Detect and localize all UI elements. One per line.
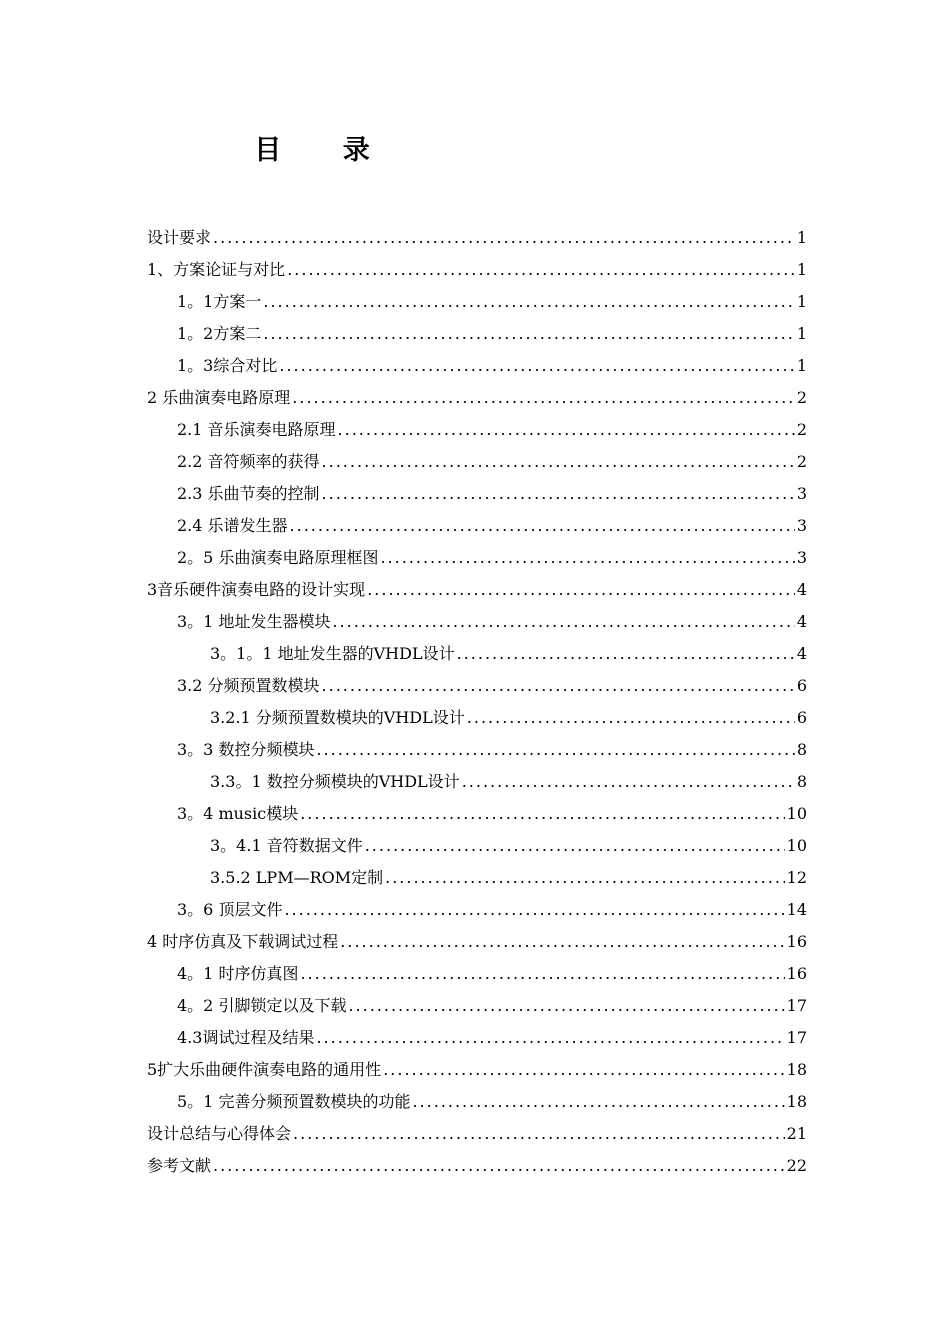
page-title: 目 录 xyxy=(254,135,396,166)
toc-entry-page-number: 1 xyxy=(796,356,807,375)
toc-entry-title: 3。4.1 音符数据文件 xyxy=(210,836,363,855)
toc-dot-leader xyxy=(332,606,794,638)
toc-dot-leader xyxy=(322,446,795,478)
toc-entry-page-number: 10 xyxy=(786,804,807,823)
toc-dot-leader xyxy=(284,894,784,926)
toc-dot-leader xyxy=(348,990,784,1022)
toc-entry-page-number: 17 xyxy=(786,996,807,1015)
toc-entry-title: 1。2方案二 xyxy=(177,324,262,343)
toc-entry-title: 3.2 分频预置数模块 xyxy=(177,676,320,695)
toc-entry-page-number: 12 xyxy=(786,868,807,887)
toc-entry-page-number: 14 xyxy=(786,900,807,919)
toc-entry-title: 1。3综合对比 xyxy=(177,356,278,375)
toc-entry-page-number: 10 xyxy=(786,836,807,855)
toc-dot-leader xyxy=(300,958,784,990)
toc-entry-page-number: 22 xyxy=(786,1156,807,1175)
toc-entry[interactable] xyxy=(147,414,807,446)
toc-entry[interactable] xyxy=(147,574,807,606)
toc-entry-title: 3.2.1 分频预置数模块的VHDL设计 xyxy=(210,708,465,727)
toc-dot-leader xyxy=(287,254,795,286)
toc-entry-title: 4。2 引脚锁定以及下载 xyxy=(177,996,347,1015)
toc-entry-page-number: 1 xyxy=(796,260,807,279)
toc-entry-page-number: 4 xyxy=(796,580,807,599)
toc-dot-leader xyxy=(293,1118,785,1150)
toc-entry-page-number: 1 xyxy=(796,324,807,343)
toc-entry[interactable] xyxy=(147,1022,807,1054)
toc-dot-leader xyxy=(462,766,795,798)
toc-dot-leader xyxy=(383,1054,784,1086)
toc-entry[interactable] xyxy=(147,1086,807,1118)
toc-entry[interactable] xyxy=(147,350,807,382)
toc-entry-page-number: 18 xyxy=(786,1060,807,1079)
toc-entry-title: 3.3。1 数控分频模块的VHDL设计 xyxy=(210,772,460,791)
toc-entry-page-number: 4 xyxy=(796,612,807,631)
toc-entry[interactable] xyxy=(147,510,807,542)
toc-entry[interactable] xyxy=(147,894,807,926)
toc-entry-title: 3。1 地址发生器模块 xyxy=(177,612,331,631)
toc-dot-leader xyxy=(340,926,784,958)
toc-entry-title: 设计总结与心得体会 xyxy=(147,1124,292,1143)
toc-entry[interactable] xyxy=(147,382,807,414)
toc-entry[interactable] xyxy=(147,222,807,254)
toc-entry-page-number: 8 xyxy=(796,772,807,791)
toc-dot-leader xyxy=(457,638,795,670)
toc-entry-page-number: 21 xyxy=(786,1124,807,1143)
toc-entry-page-number: 6 xyxy=(796,708,807,727)
toc-entry[interactable] xyxy=(147,1054,807,1086)
toc-entry-title: 3。1。1 地址发生器的VHDL设计 xyxy=(210,644,455,663)
toc-entry-title: 参考文献 xyxy=(147,1156,212,1175)
toc-entry-page-number: 1 xyxy=(796,292,807,311)
toc-entry-title: 4.3调试过程及结果 xyxy=(177,1028,315,1047)
toc-entry-page-number: 3 xyxy=(796,484,807,503)
toc-entry[interactable] xyxy=(147,862,807,894)
toc-dot-leader xyxy=(338,414,795,446)
toc-entry[interactable] xyxy=(147,926,807,958)
toc-entry-title: 3。3 数控分频模块 xyxy=(177,740,315,759)
toc-dot-leader xyxy=(380,542,794,574)
toc-entry-title: 4。1 时序仿真图 xyxy=(177,964,299,983)
toc-dot-leader xyxy=(322,478,795,510)
toc-entry[interactable] xyxy=(147,958,807,990)
toc-entry[interactable] xyxy=(147,478,807,510)
toc-entry-title: 3.5.2 LPM—ROM定制 xyxy=(210,868,384,887)
toc-entry-page-number: 16 xyxy=(786,964,807,983)
toc-entry-title: 2.3 乐曲节奏的控制 xyxy=(177,484,320,503)
toc-entry[interactable] xyxy=(147,638,807,670)
toc-entry-page-number: 8 xyxy=(796,740,807,759)
toc-entry-page-number: 2 xyxy=(796,452,807,471)
toc-entry[interactable] xyxy=(147,830,807,862)
toc-entry[interactable] xyxy=(147,990,807,1022)
toc-entry[interactable] xyxy=(147,1150,807,1182)
toc-dot-leader xyxy=(322,670,795,702)
toc-entry-title: 3音乐硬件演奏电路的设计实现 xyxy=(147,580,366,599)
toc-dot-leader xyxy=(263,286,794,318)
toc-entry-title: 3。6 顶层文件 xyxy=(177,900,283,919)
toc-entry-page-number: 6 xyxy=(796,676,807,695)
toc-entry-title: 2。5 乐曲演奏电路原理框图 xyxy=(177,548,379,567)
toc-dot-leader xyxy=(263,318,794,350)
toc-entry-title: 2.4 乐谱发生器 xyxy=(177,516,288,535)
toc-entry-title: 4 时序仿真及下载调试过程 xyxy=(147,932,339,951)
table-of-contents xyxy=(147,222,807,1182)
toc-entry[interactable] xyxy=(147,318,807,350)
toc-entry-title: 设计要求 xyxy=(147,228,212,247)
toc-dot-leader xyxy=(365,830,785,862)
toc-entry[interactable] xyxy=(147,766,807,798)
toc-entry-title: 5。1 完善分频预置数模块的功能 xyxy=(177,1092,411,1111)
toc-entry[interactable] xyxy=(147,798,807,830)
toc-entry[interactable] xyxy=(147,254,807,286)
toc-entry-title: 2 乐曲演奏电路原理 xyxy=(147,388,291,407)
toc-entry-title: 1、方案论证与对比 xyxy=(147,260,286,279)
toc-dot-leader xyxy=(367,574,795,606)
toc-dot-leader xyxy=(279,350,794,382)
toc-entry-title: 2.1 音乐演奏电路原理 xyxy=(177,420,336,439)
toc-entry-page-number: 3 xyxy=(796,548,807,567)
toc-dot-leader xyxy=(316,1022,784,1054)
toc-entry[interactable] xyxy=(147,702,807,734)
toc-entry[interactable] xyxy=(147,446,807,478)
toc-dot-leader xyxy=(316,734,794,766)
toc-dot-leader xyxy=(467,702,795,734)
toc-entry-page-number: 1 xyxy=(796,228,807,247)
toc-entry-page-number: 16 xyxy=(786,932,807,951)
toc-dot-leader xyxy=(213,1150,785,1182)
toc-dot-leader xyxy=(300,798,784,830)
toc-entry-page-number: 17 xyxy=(786,1028,807,1047)
toc-dot-leader xyxy=(412,1086,784,1118)
toc-entry[interactable] xyxy=(147,734,807,766)
toc-entry[interactable] xyxy=(147,542,807,574)
toc-dot-leader xyxy=(290,510,795,542)
toc-entry[interactable] xyxy=(147,286,807,318)
toc-entry-title: 3。4 music模块 xyxy=(177,804,299,823)
toc-entry-page-number: 18 xyxy=(786,1092,807,1111)
toc-entry[interactable] xyxy=(147,1118,807,1150)
toc-dot-leader xyxy=(292,382,795,414)
toc-entry-page-number: 2 xyxy=(796,420,807,439)
toc-entry-page-number: 3 xyxy=(796,516,807,535)
toc-entry-title: 1。1方案一 xyxy=(177,292,262,311)
toc-entry-page-number: 4 xyxy=(796,644,807,663)
toc-entry-page-number: 2 xyxy=(796,388,807,407)
toc-dot-leader xyxy=(213,222,795,254)
toc-entry[interactable] xyxy=(147,606,807,638)
toc-entry-title: 5扩大乐曲硬件演奏电路的通用性 xyxy=(147,1060,382,1079)
toc-entry[interactable] xyxy=(147,670,807,702)
toc-dot-leader xyxy=(385,862,785,894)
toc-entry-title: 2.2 音符频率的获得 xyxy=(177,452,320,471)
